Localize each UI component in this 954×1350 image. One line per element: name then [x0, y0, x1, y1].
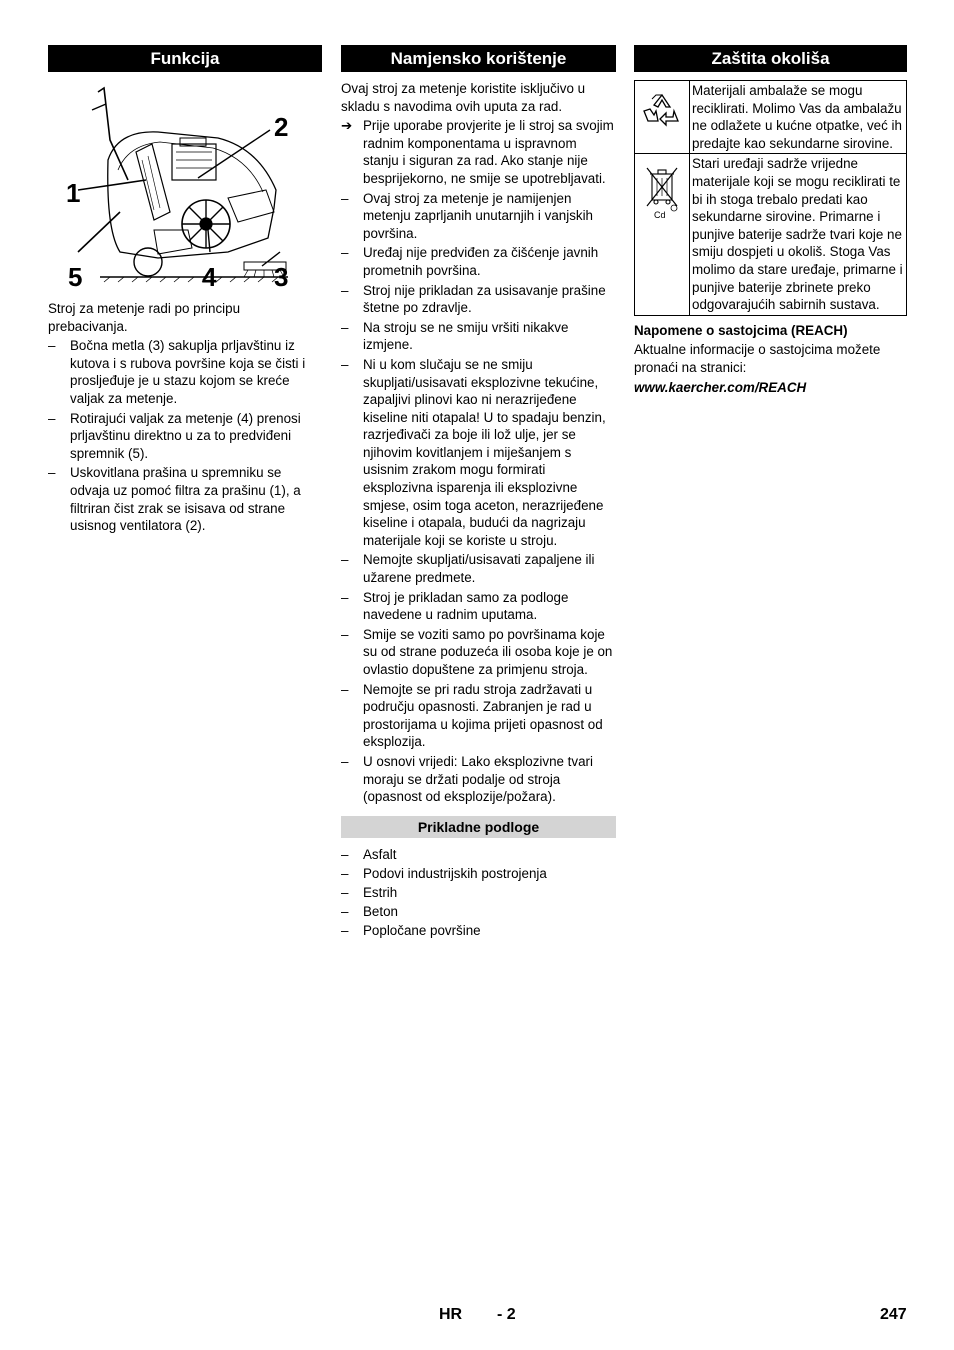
footer-page-local: - 2 — [497, 1306, 516, 1323]
arrow-instruction-text: Prije uporabe provjerite je li stroj sa svojim radnim komponentama u ispravnom stanju i siguran za rad. Ako stanje nije besprijekorno, ne smije se upotrebljavati. — [363, 118, 614, 186]
namjensko-heading: Namjensko korištenje — [341, 45, 616, 72]
funkcija-heading: Funkcija — [48, 45, 322, 72]
footer-page-number: 247 — [880, 1306, 907, 1323]
list-item: – Uređaj nije predviđen za čišćenje javnih prometnih površina. — [341, 244, 616, 279]
figure-label-3: 3 — [274, 262, 289, 290]
list-item: – U osnovi vrijedi: Lako eksplozivne tvari moraju se držati podalje od stroja (opasnost od eksplozije/požara). — [341, 753, 616, 806]
list-item: – Estrih — [341, 884, 616, 902]
arrow-instruction — [341, 117, 616, 187]
list-item: – Podovi industrijskih postrojenja — [341, 865, 616, 883]
sweeper-diagram — [48, 80, 322, 290]
funkcija-list — [48, 337, 322, 535]
reach-text: Aktualne informacije o sastojcima možete pronaći na stranici: — [634, 342, 881, 375]
column-namjensko — [341, 45, 616, 941]
namjensko-list — [341, 190, 616, 806]
environment-table — [634, 80, 907, 316]
namjensko-intro: Ovaj stroj za metenje koristite isključivo u skladu s navodima ovih uputa za rad. — [341, 81, 586, 114]
list-item: – Beton — [341, 903, 616, 921]
footer-lang: HR — [439, 1306, 463, 1323]
table-row — [635, 154, 907, 315]
list-item: – Asfalt — [341, 846, 616, 864]
list-item: – Uskovitlana prašina u spremniku se odvaja uz pomoć filtra za prašinu (1), a filtriran čist zrak se isisava od strane usisnog ventilatora (2). — [48, 464, 322, 534]
figure-label-5: 5 — [68, 262, 83, 290]
recycle-text: Materijali ambalaže se mogu reciklirati. Molimo Vas da ambalažu ne odlažete u kućne otpatke, već ih predajte kao sekundarne sirovine. — [690, 81, 907, 154]
recycle-icon — [635, 81, 690, 154]
reach-title: Napomene o sastojcima (REACH) — [634, 322, 848, 338]
surfaces-list — [341, 846, 616, 940]
bin-text: Stari uređaji sadrže vrijedne materijale koji se mogu reciklirati te bi ih stoga trebalo predati kao sekundarne sirovine. Primarne i punjive baterije sadrže tvari koje ne smiju dospjeti u okoliš. Stoga Vas molimo da stare uređaje, primarne i punjive baterije zbrinete preko odgovarajućih sabirnih sustava. — [690, 154, 907, 315]
arrow-right-icon: ➔ — [341, 118, 353, 134]
figure-label-4: 4 — [202, 262, 217, 290]
list-item: – Na stroju se ne smiju vršiti nikakve izmjene. — [341, 319, 616, 354]
list-item: – Popločane površine — [341, 922, 616, 940]
surfaces-subheading: Prikladne podloge — [341, 816, 616, 838]
reach-url: www.kaercher.com/REACH — [634, 379, 807, 395]
list-item: – Stroj nije prikladan za usisavanje prašine štetne po zdravlje. — [341, 282, 616, 317]
list-item: – Smije se voziti samo po površinama koje su od strane poduzeća ili osoba koje je on ovlastio dopuštene za primjenu stroja. — [341, 626, 616, 679]
list-item: – Rotirajući valjak za metenje (4) prenosi prljavštinu direktno u za to predviđeni spremnik (5). — [48, 410, 322, 463]
list-item: – Ovaj stroj za metenje je namijenjen metenju zaprljanih unutarnjih i vanjskih površina. — [341, 190, 616, 243]
figure-label-1: 1 — [66, 178, 81, 208]
table-row — [635, 81, 907, 154]
zastita-heading: Zaštita okoliša — [634, 45, 907, 72]
column-zastita — [634, 45, 907, 398]
list-item: – Ni u kom slučaju se ne smiju skupljati/usisavati eksplozivne tekućine, zapaljivi plinovi kao ni nerazrijeđene kiseline niti otapala! U to spadaju benzin, razrjeđivači za boje ili lož ulje, jer se njihovim kovitlanjem i miješanjem s usisnim zrakom mogu formirati eksplozivna isparenja ili eksplozivne smjese, osim toga aceton, nerazrijeđene kiseline i otapala, budući da nagrizaju materijale koji se koriste u stroju. — [341, 356, 616, 550]
crossed-bin-icon — [635, 154, 690, 315]
list-item: – Nemojte se pri radu stroja zadržavati u području opasnosti. Zabranjen je rad u prostorijama u kojima prijeti opasnost od eksplozija. — [341, 681, 616, 751]
bin-label: Cd — [654, 210, 666, 221]
list-item: – Stroj je prikladan samo za podloge navedene u radnim uputama. — [341, 589, 616, 624]
funkcija-intro: Stroj za metenje radi po principu prebacivanja. — [48, 301, 241, 334]
column-funkcija — [48, 45, 322, 537]
list-item: – Nemojte skupljati/usisavati zapaljene ili užarene predmete. — [341, 551, 616, 586]
list-item: – Bočna metla (3) sakuplja prljavštinu iz kutova i s rubova površine koja se čisti i prosljeđuje je u stazu kojom se kreće valjak za metenje. — [48, 337, 322, 407]
figure-label-2: 2 — [274, 112, 289, 142]
